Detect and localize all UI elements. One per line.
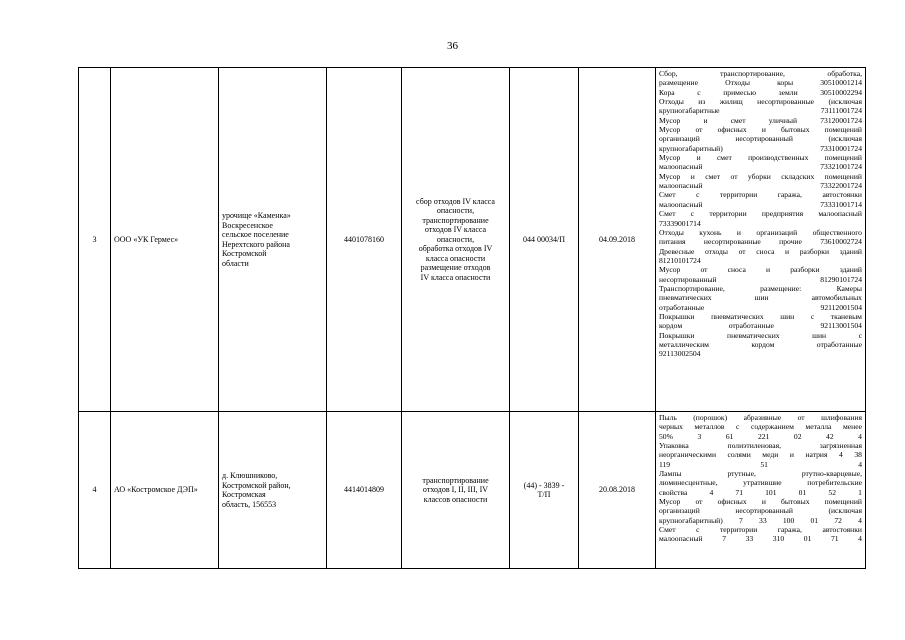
waste-line: Мусор от офисных и бытовых помещений xyxy=(659,125,862,135)
waste-line: Смет с территории предприятия малоопасный xyxy=(659,209,862,219)
license-line: Т/П xyxy=(537,490,551,499)
table-row xyxy=(79,68,866,412)
organization-name: АО «Костромское ДЭП» xyxy=(111,412,219,569)
address-line: Нерехтского района xyxy=(222,239,290,249)
activity-line: транспортирование xyxy=(422,475,489,485)
license-number xyxy=(510,412,579,569)
waste-line: 50% 3 61 221 02 42 4 xyxy=(659,431,862,441)
address-line: Воскресенское xyxy=(222,220,273,230)
license-number: 044 00034/П xyxy=(510,68,579,412)
waste-line: Лампы ртутные, ртутно-кварцевые, xyxy=(659,469,862,479)
address-line: Костромской xyxy=(222,249,267,258)
activity-line: транспортирование xyxy=(422,215,489,225)
waste-line: Мусор и смет уличный 73120001724 xyxy=(659,115,862,125)
activity-cell xyxy=(402,412,510,569)
activity-line: классов опасности xyxy=(423,494,488,504)
address-line: урочище «Каменка» xyxy=(222,211,291,220)
activity-line: размещение отходов xyxy=(420,263,491,273)
waste-line: 73339001714 xyxy=(659,218,701,228)
inn-cell: 4414014809 xyxy=(327,412,402,569)
waste-line: Мусор от сноса и разборки зданий xyxy=(659,265,862,275)
waste-line: Пыль (порошок) абразивные от шлифования xyxy=(659,413,862,422)
registry-table xyxy=(78,67,866,569)
address-line: сельское поселение xyxy=(222,230,289,239)
waste-line: свойства 4 71 101 01 52 1 xyxy=(659,487,862,497)
waste-line: малоопасный 73322001724 xyxy=(659,181,862,191)
waste-line: Отходы из жилищ несортированные (исключая xyxy=(659,97,862,107)
waste-line: крупногабаритный) 73310001724 xyxy=(659,143,862,153)
waste-line: люминесцентные, утратившие потребительские xyxy=(659,478,862,488)
waste-line: малоопасный 73321001724 xyxy=(659,162,862,172)
waste-line: Мусор и смет от уборки складских помещений xyxy=(659,171,862,181)
page-number: 36 xyxy=(447,40,458,52)
waste-line: несортированный 81290101724 xyxy=(659,274,862,284)
waste-line: Упаковка полиэтиленовая, загрязненная xyxy=(659,441,862,451)
waste-line: пневматических шин автомобильных xyxy=(659,293,862,303)
waste-line: отработанные 92112001504 xyxy=(659,302,862,312)
waste-line: 81210101724 xyxy=(659,255,701,265)
waste-line: крупногабаритные 73111001724 xyxy=(659,106,862,116)
waste-line: малоопасный 7 33 310 01 71 4 xyxy=(659,534,862,544)
activity-line: класса опасности xyxy=(425,253,486,263)
address-line: области xyxy=(222,258,249,268)
inn-cell: 4401078160 xyxy=(327,68,402,412)
waste-line: питания несортированные прочие 73610002724 xyxy=(659,237,862,247)
license-date: 20.08.2018 xyxy=(579,412,656,569)
waste-line: Покрышки пневматических шин с тканевым xyxy=(659,311,862,321)
waste-line: Смет с территории гаража, автостоянки xyxy=(659,525,862,535)
waste-line: Мусор и смет производственных помещений xyxy=(659,153,862,163)
organization-name: ООО «УК Гермес» xyxy=(111,68,219,412)
address-cell xyxy=(219,68,327,412)
address-line: Костромская xyxy=(222,490,266,499)
waste-line: крупногабаритный) 7 33 100 01 72 4 xyxy=(659,515,862,525)
address-line: область, 156553 xyxy=(222,499,277,509)
license-date: 04.09.2018 xyxy=(579,68,656,412)
waste-line: Отходы кухонь и организаций общественного xyxy=(659,227,862,237)
waste-line: 92113002504 xyxy=(659,349,701,359)
waste-line: организаций несортированный (исключая xyxy=(659,134,862,144)
activity-line: опасности, xyxy=(436,234,475,244)
waste-line: Смет с территории гаража, автостоянки xyxy=(659,190,862,200)
waste-line: металлическим кордом отработанные xyxy=(659,339,862,349)
waste-line: Покрышки пневматических шин с xyxy=(659,330,862,340)
activity-line: отходов IV класса xyxy=(424,225,487,235)
table-row xyxy=(79,412,866,569)
activity-line: IV класса опасности xyxy=(420,272,491,282)
waste-line: кордом отработанные 92113001504 xyxy=(659,321,862,331)
license-line: (44) - 3839 - xyxy=(523,480,565,490)
row-number: 4 xyxy=(79,412,111,569)
waste-types-cell xyxy=(656,412,866,569)
waste-line: черных металлов с содержанием металла менее xyxy=(659,422,862,432)
waste-line: Мусор от офисных и бытовых помещений xyxy=(659,497,862,507)
waste-line: Кора с примесью земли 30510002294 xyxy=(659,87,862,97)
waste-line: 119 51 4 xyxy=(659,459,862,469)
activity-line: сбор отходов IV класса xyxy=(416,196,495,206)
activity-line: отходов I, II, III, IV xyxy=(422,485,489,495)
activity-cell xyxy=(402,68,510,412)
waste-line: размещение Отходы коры 30510001214 xyxy=(659,78,862,88)
waste-line: организаций несортированный (исключая xyxy=(659,506,862,516)
waste-line: Сбор, транспортирование, обработка, xyxy=(659,69,862,78)
address-cell xyxy=(219,412,327,569)
waste-line: малоопасный 73331001714 xyxy=(659,199,862,209)
address-line: д. Клюшниково, xyxy=(222,471,278,480)
waste-line: неорганическими солями меди и натрия 4 38 xyxy=(659,450,862,460)
activity-line: опасности, xyxy=(436,206,475,216)
waste-line: Древесные отходы от сноса и разборки зданий xyxy=(659,246,862,256)
activity-line: обработка отходов IV xyxy=(418,244,493,254)
address-line: Костромской район, xyxy=(222,480,291,490)
waste-types-cell xyxy=(656,68,866,412)
row-number: 3 xyxy=(79,68,111,412)
waste-line: Транспортирование, размещение: Камеры xyxy=(659,283,862,293)
